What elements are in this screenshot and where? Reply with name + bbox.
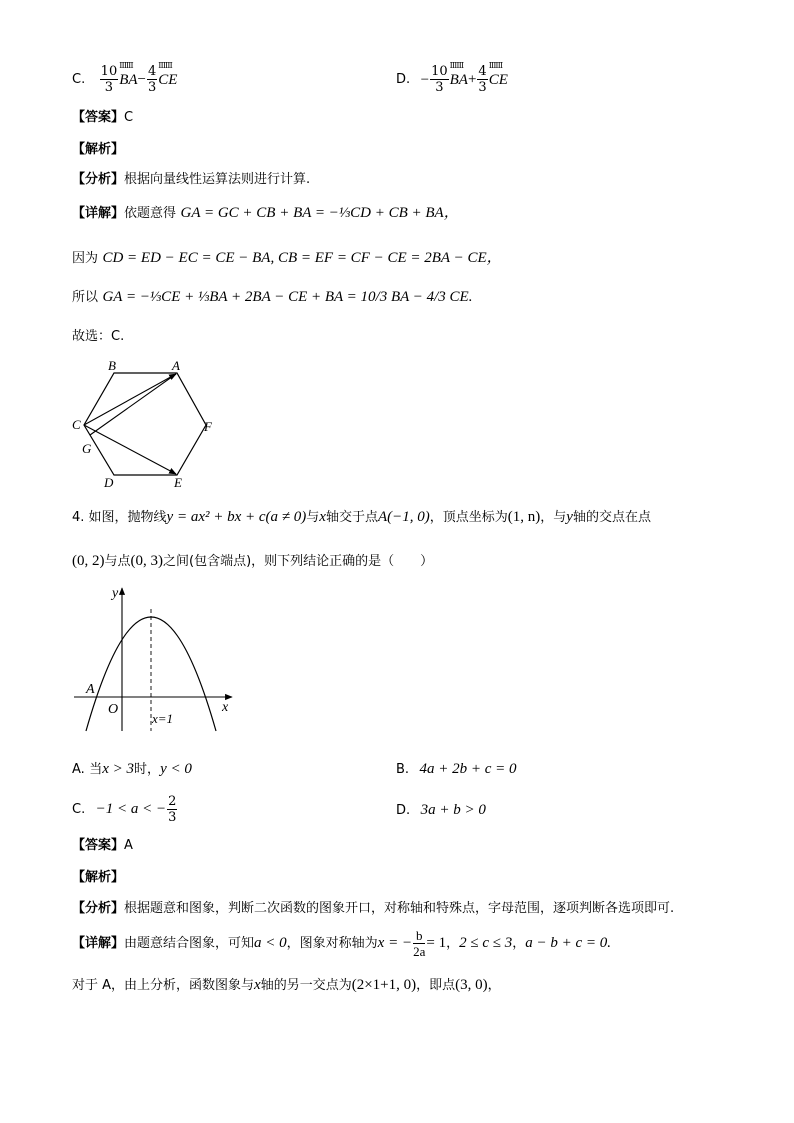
vector-ce: ⅢⅢ CE: [158, 73, 177, 88]
q4-analysis-heading: 【解析】: [72, 870, 125, 885]
label-f: F: [204, 419, 212, 434]
equation-line-2: CD = ED − EC = CE − BA, CB = EF = CF − CE = 2BA − CE，: [102, 250, 502, 266]
q4-stem-line-2: (0, 2)与点(0, 3)之间(包含端点)，则下列结论正确的是（ ）: [72, 553, 434, 569]
vector-ba: ⅢⅢ BA: [119, 73, 137, 88]
label-g: G: [82, 441, 92, 456]
fraction: $\frac{10}{3}$: [100, 64, 118, 95]
fraction: $\frac{4}{3}$: [148, 64, 157, 95]
label-a: A: [86, 682, 95, 697]
q3-analysis-heading: 【解析】: [72, 142, 125, 157]
equation-line-1: GA = GC + CB + BA = −⅓CD + CB + BA，: [180, 205, 459, 221]
hexagon-figure: [66, 355, 226, 495]
q4-option-b[interactable]: B. 4a + 2b + c = 0: [396, 761, 517, 777]
vector-ba: ⅢⅢ BA: [450, 73, 468, 88]
label-a: A: [172, 358, 180, 373]
q4-stem-line-1: 4. 如图，抛物线y = ax² + bx + c(a ≠ 0)与x轴交于点A(−1, 0)，顶点坐标为(1, n)，与y轴的交点在点: [72, 509, 651, 525]
fraction: $\frac{2}{3}$: [168, 794, 177, 825]
label-e: E: [174, 475, 182, 490]
q3-fenxi: 【分析】根据向量线性运算法则进行计算.: [72, 172, 311, 187]
q4-option-c[interactable]: C. −1 < a < − $\frac{2}{3}$: [72, 794, 177, 825]
label-c: C: [72, 417, 81, 432]
vector-ga: [90, 374, 176, 435]
label-x: x: [222, 700, 229, 715]
option-label: C.: [72, 72, 86, 87]
equation-line-3: GA = −⅓CE + ⅓BA + 2BA − CE + BA = 10/3 BA − 4/3 CE.: [102, 289, 473, 305]
label-axis: x=1: [152, 711, 174, 726]
label-b: B: [108, 358, 116, 373]
hexagon-shape: [84, 373, 206, 475]
q4-last-line: 对于 A，由上分析，函数图象与x轴的另一交点为(2×1+1, 0)，即点(3, 0)，: [72, 977, 501, 993]
q3-answer: 【答案】C: [72, 110, 134, 125]
q3-option-c[interactable]: C. $\frac{10}{3}$ ⅢⅢ BA− $\frac{4}{3}$ ⅢⅢ CE: [72, 64, 177, 95]
q4-option-a[interactable]: A. 当x > 3时，y < 0: [72, 761, 192, 777]
q4-xiangjie: 【详解】由题意结合图象，可知a < 0，图象对称轴为x = − $\frac{b}{2a}$ = 1，2 ≤ c ≤ 3，a − b + c = 0.: [72, 928, 612, 959]
q3-line-3: 所以 GA = −⅓CE + ⅓BA + 2BA − CE + BA = 10/3 BA − 4/3 CE.: [72, 289, 473, 305]
vector-ce: ⅢⅢ CE: [489, 73, 508, 88]
fraction: $\frac{4}{3}$: [478, 64, 487, 95]
q4-option-d[interactable]: D. 3a + b > 0: [396, 802, 486, 818]
label-o: O: [108, 702, 119, 717]
fraction: $\frac{10}{3}$: [431, 64, 448, 95]
parabola-graph: [70, 583, 240, 733]
vector-ca: [84, 374, 176, 425]
label-y: y: [112, 586, 119, 601]
vector-ce: [84, 425, 176, 474]
fraction: $\frac{b}{2a}$: [413, 928, 426, 959]
q3-conclusion: 故选：C.: [72, 329, 125, 344]
q3-xiangjie: 【详解】依题意得 GA = GC + CB + BA = −⅓CD + CB + BA，: [72, 205, 459, 221]
q4-answer: 【答案】A: [72, 838, 133, 853]
q4-fenxi: 【分析】根据题意和图象，判断二次函数的图象开口，对称轴和特殊点，字母范围，逐项判断各选项即可.: [72, 901, 675, 916]
q3-line-2: 因为 CD = ED − EC = CE − BA, CB = EF = CF − CE = 2BA − CE，: [72, 250, 502, 266]
option-label: D.: [396, 72, 411, 87]
label-d: D: [104, 475, 114, 490]
q3-option-d[interactable]: D. − $\frac{10}{3}$ ⅢⅢ BA+ $\frac{4}{3}$ ⅢⅢ CE: [396, 64, 508, 95]
